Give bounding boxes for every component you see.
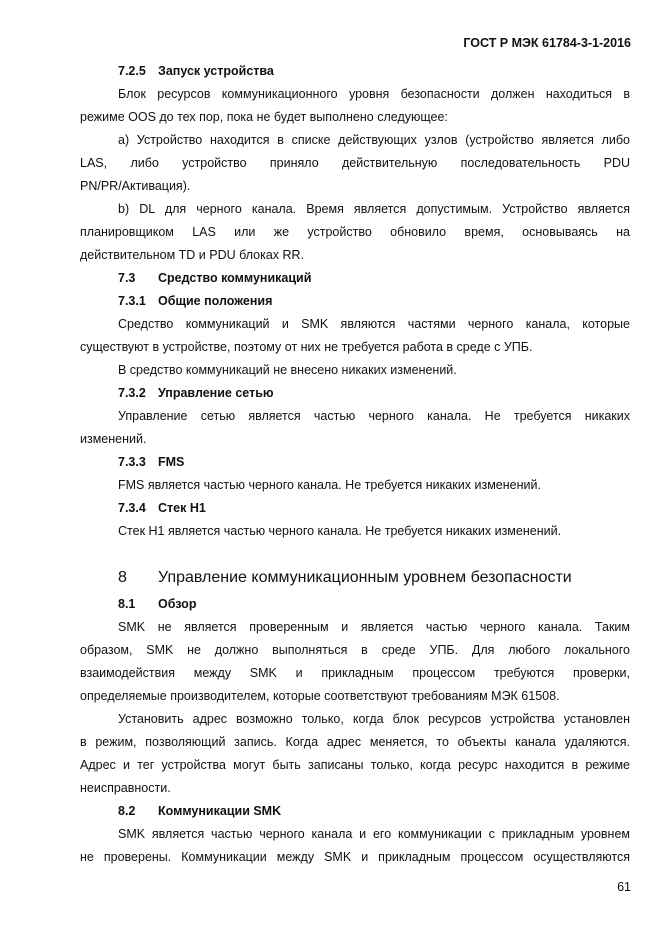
text-line: SMK является частью черного канала и его коммуникации с прикладным уровнем: [118, 827, 630, 841]
text-line: изменений.: [80, 432, 147, 446]
section-number: 8.1: [118, 597, 136, 611]
section-title: Коммуникации SMK: [158, 804, 282, 818]
text-line: неисправности.: [80, 781, 171, 795]
chapter-heading: [118, 568, 572, 588]
text-line: LAS, либо устройство приняло действительную последовательность PDU: [80, 156, 630, 170]
section-title: Управление сетью: [158, 386, 274, 400]
section-heading: [118, 385, 274, 401]
section-heading: [118, 500, 206, 516]
text-line: b) DL для черного канала. Время является допустимым. Устройство является: [118, 202, 630, 216]
document-header: ГОСТ Р МЭК 61784-3-1-2016: [463, 36, 631, 50]
section-number: 7.2.5: [118, 64, 146, 78]
section-number: 8.2: [118, 804, 136, 818]
text-line: Управление сетью является частью черного канала. Не требуется никаких: [118, 409, 630, 423]
section-heading: [118, 454, 184, 470]
text-line: а) Устройство находится в списке действующих узлов (устройство является либо: [118, 133, 630, 147]
text-line: режиме OOS до тех пор, пока не будет выполнено следующее:: [80, 110, 448, 124]
section-number: 7.3.3: [118, 455, 146, 469]
chapter-title: Управление коммуникационным уровнем безопасности: [158, 569, 572, 586]
section-title: Стек H1: [158, 501, 206, 515]
section-title: Средство коммуникаций: [158, 271, 312, 285]
section-title: Общие положения: [158, 294, 273, 308]
text-line: Средство коммуникаций и SMK являются частями черного канала, которые: [118, 317, 630, 331]
page-number: 61: [617, 880, 631, 894]
text-line: Установить адрес возможно только, когда блок ресурсов устройства установлен: [118, 712, 630, 726]
section-heading: [118, 63, 274, 79]
text-line: не проверены. Коммуникации между SMK и прикладным процессом осуществляются: [80, 850, 630, 864]
text-line: планировщиком LAS или же устройство обновило время, основываясь на: [80, 225, 630, 239]
text-line: образом, SMK не должно выполняться в среде УПБ. Для любого локального: [80, 643, 630, 657]
section-title: FMS: [158, 455, 185, 469]
section-title: Обзор: [158, 597, 197, 611]
section-number: 7.3.4: [118, 501, 146, 515]
section-number: 7.3.2: [118, 386, 146, 400]
text-line: в режим, позволяющий запись. Когда адрес меняется, то объекты канала удаляются.: [80, 735, 630, 749]
section-title: Запуск устройства: [158, 64, 274, 78]
text-line: Стек H1 является частью черного канала. Не требуется никаких изменений.: [118, 524, 562, 538]
text-line: Блок ресурсов коммуникационного уровня безопасности должен находиться в: [118, 87, 630, 101]
section-heading: [118, 270, 311, 286]
chapter-number: 8: [118, 569, 127, 586]
text-line: взаимодействия между SMK и прикладным процессом требуются проверки,: [80, 666, 630, 680]
text-line: В средство коммуникаций не внесено никаких изменений.: [118, 363, 457, 377]
section-number: 7.3: [118, 271, 136, 285]
section-heading: [118, 803, 281, 819]
text-line: существуют в устройстве, поэтому от них не требуется работа в среде с УПБ.: [80, 340, 533, 354]
section-heading: [118, 596, 196, 612]
text-line: определяемые производителем, которые соответствуют требованиям МЭК 61508.: [80, 689, 560, 703]
text-line: Адрес и тег устройства могут быть записаны только, когда ресурс находится в режиме: [80, 758, 630, 772]
text-line: FMS является частью черного канала. Не требуется никаких изменений.: [118, 478, 541, 492]
text-line: SMK не является проверенным и является частью черного канала. Таким: [118, 620, 630, 634]
text-line: действительном TD и PDU блоках RR.: [80, 248, 305, 262]
section-number: 7.3.1: [118, 294, 146, 308]
text-line: PN/PR/Активация).: [80, 179, 191, 193]
section-heading: [118, 293, 272, 309]
